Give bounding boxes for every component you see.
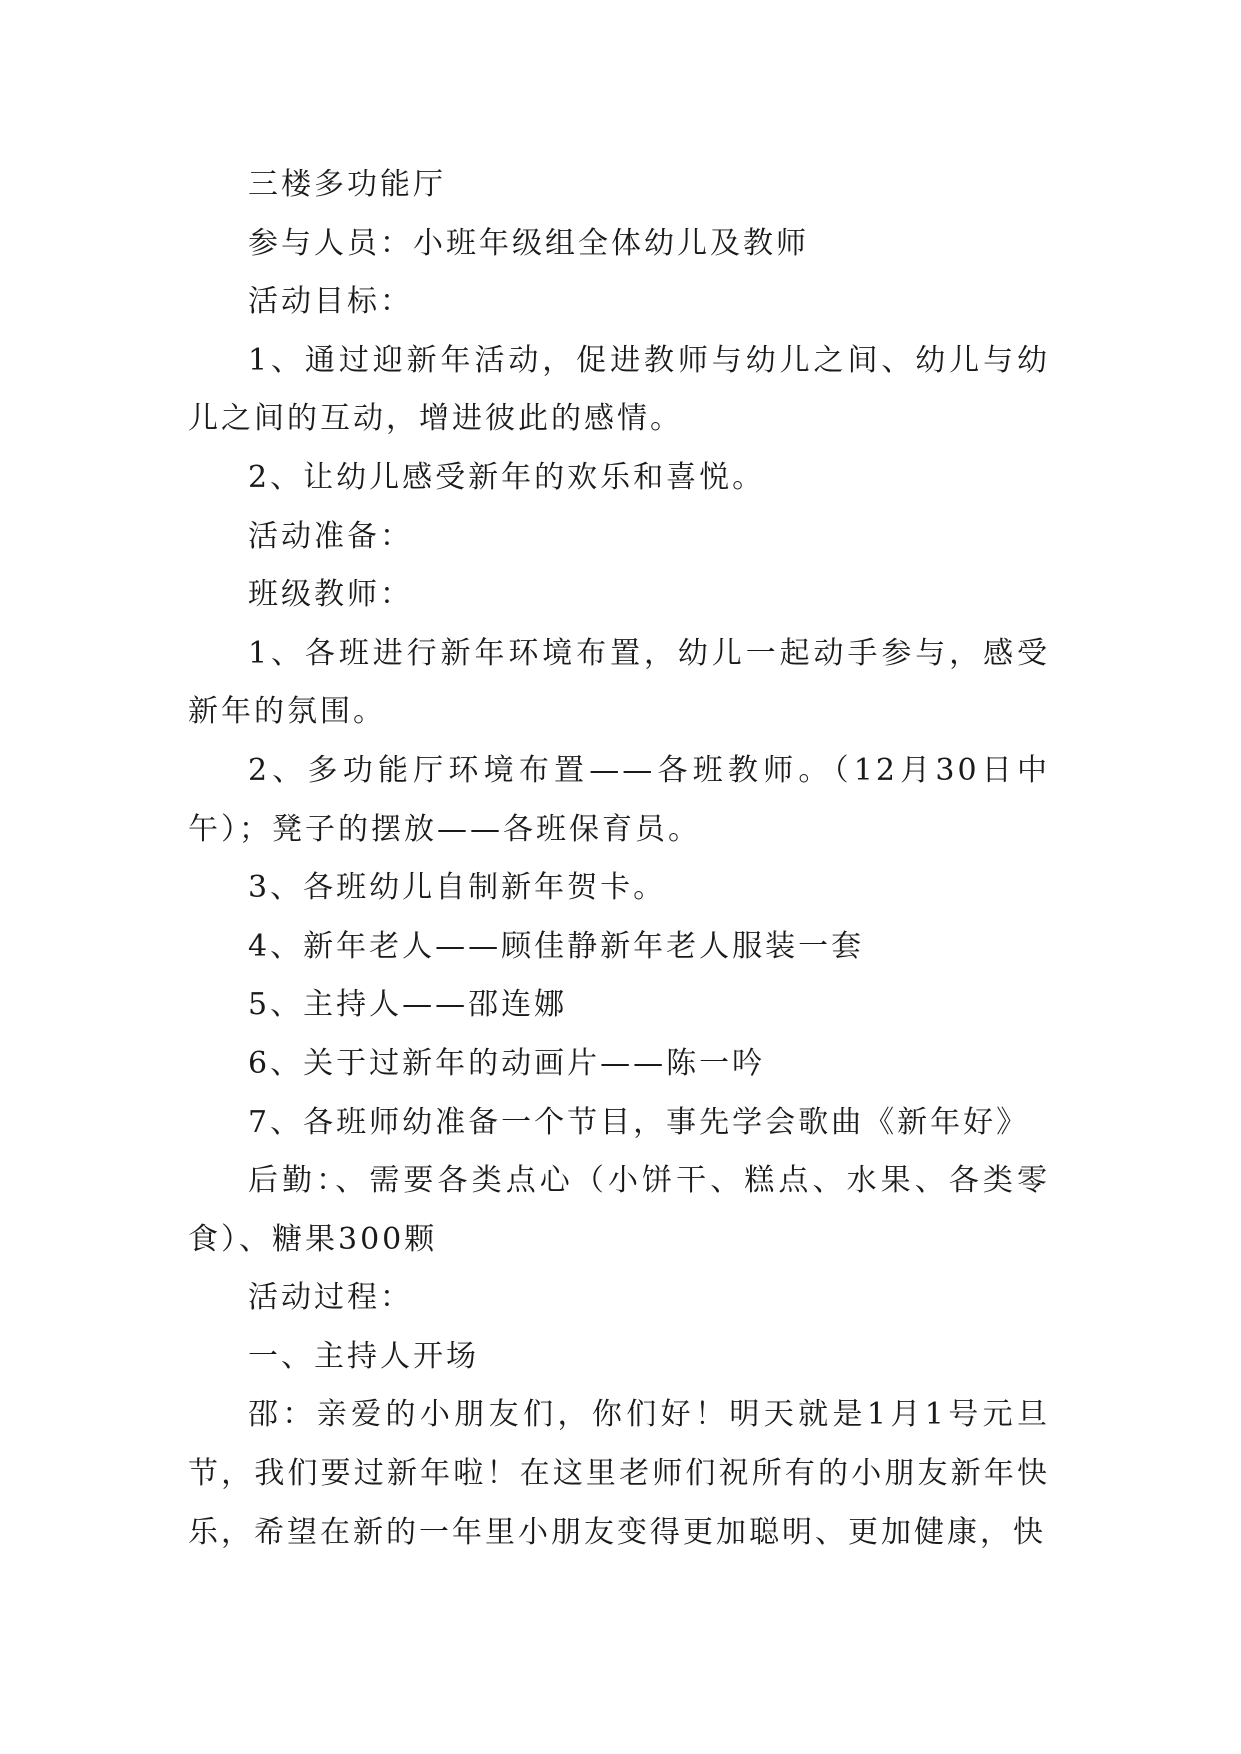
paragraph-prep-7: 7、各班师幼准备一个节目，事先学会歌曲《新年好》 bbox=[248, 1104, 1030, 1140]
heading-activity-process: 活动过程： bbox=[248, 1280, 413, 1316]
paragraph-venue: 三楼多功能厅 bbox=[248, 167, 446, 202]
heading-activity-preparation: 活动准备： bbox=[248, 518, 413, 554]
paragraph-goal-1: 1、通过迎新年活动，促进教师与幼儿之间、幼儿与幼儿之间的互动，增进彼此的感情。 bbox=[188, 342, 1050, 437]
paragraph-goal-2: 2、让幼儿感受新年的欢乐和喜悦。 bbox=[248, 459, 766, 495]
paragraph-participants: 参与人员：小班年级组全体幼儿及教师 bbox=[248, 225, 809, 261]
paragraph-prep-5: 5、主持人——邵连娜 bbox=[248, 987, 568, 1023]
heading-host-opening: 一、主持人开场 bbox=[248, 1338, 479, 1374]
heading-activity-goals: 活动目标： bbox=[248, 284, 413, 320]
document-body bbox=[188, 156, 1050, 1562]
paragraph-prep-4: 4、新年老人——顾佳静新年老人服装一套 bbox=[248, 928, 865, 964]
paragraph-prep-6: 6、关于过新年的动画片——陈一吟 bbox=[248, 1045, 766, 1081]
paragraph-prep-3: 3、各班幼儿自制新年贺卡。 bbox=[248, 870, 667, 906]
paragraph-prep-2: 2、多功能厅环境布置——各班教师。（12月30日中午）；凳子的摆放——各班保育员。 bbox=[188, 752, 1050, 847]
heading-class-teachers: 班级教师： bbox=[248, 577, 413, 613]
paragraph-prep-1: 1、各班进行新年环境布置，幼儿一起动手参与，感受新年的氛围。 bbox=[188, 635, 1050, 730]
paragraph-host-speech: 邵：亲爱的小朋友们，你们好！明天就是1月1号元旦节，我们要过新年啦！在这里老师们祝所有的小朋友新年快乐，希望在新的一年里小朋友变得更加聪明、更加健康，快 bbox=[188, 1397, 1050, 1550]
paragraph-logistics: 后勤：、需要各类点心（小饼干、糕点、水果、各类零食）、糖果300颗 bbox=[188, 1163, 1050, 1257]
